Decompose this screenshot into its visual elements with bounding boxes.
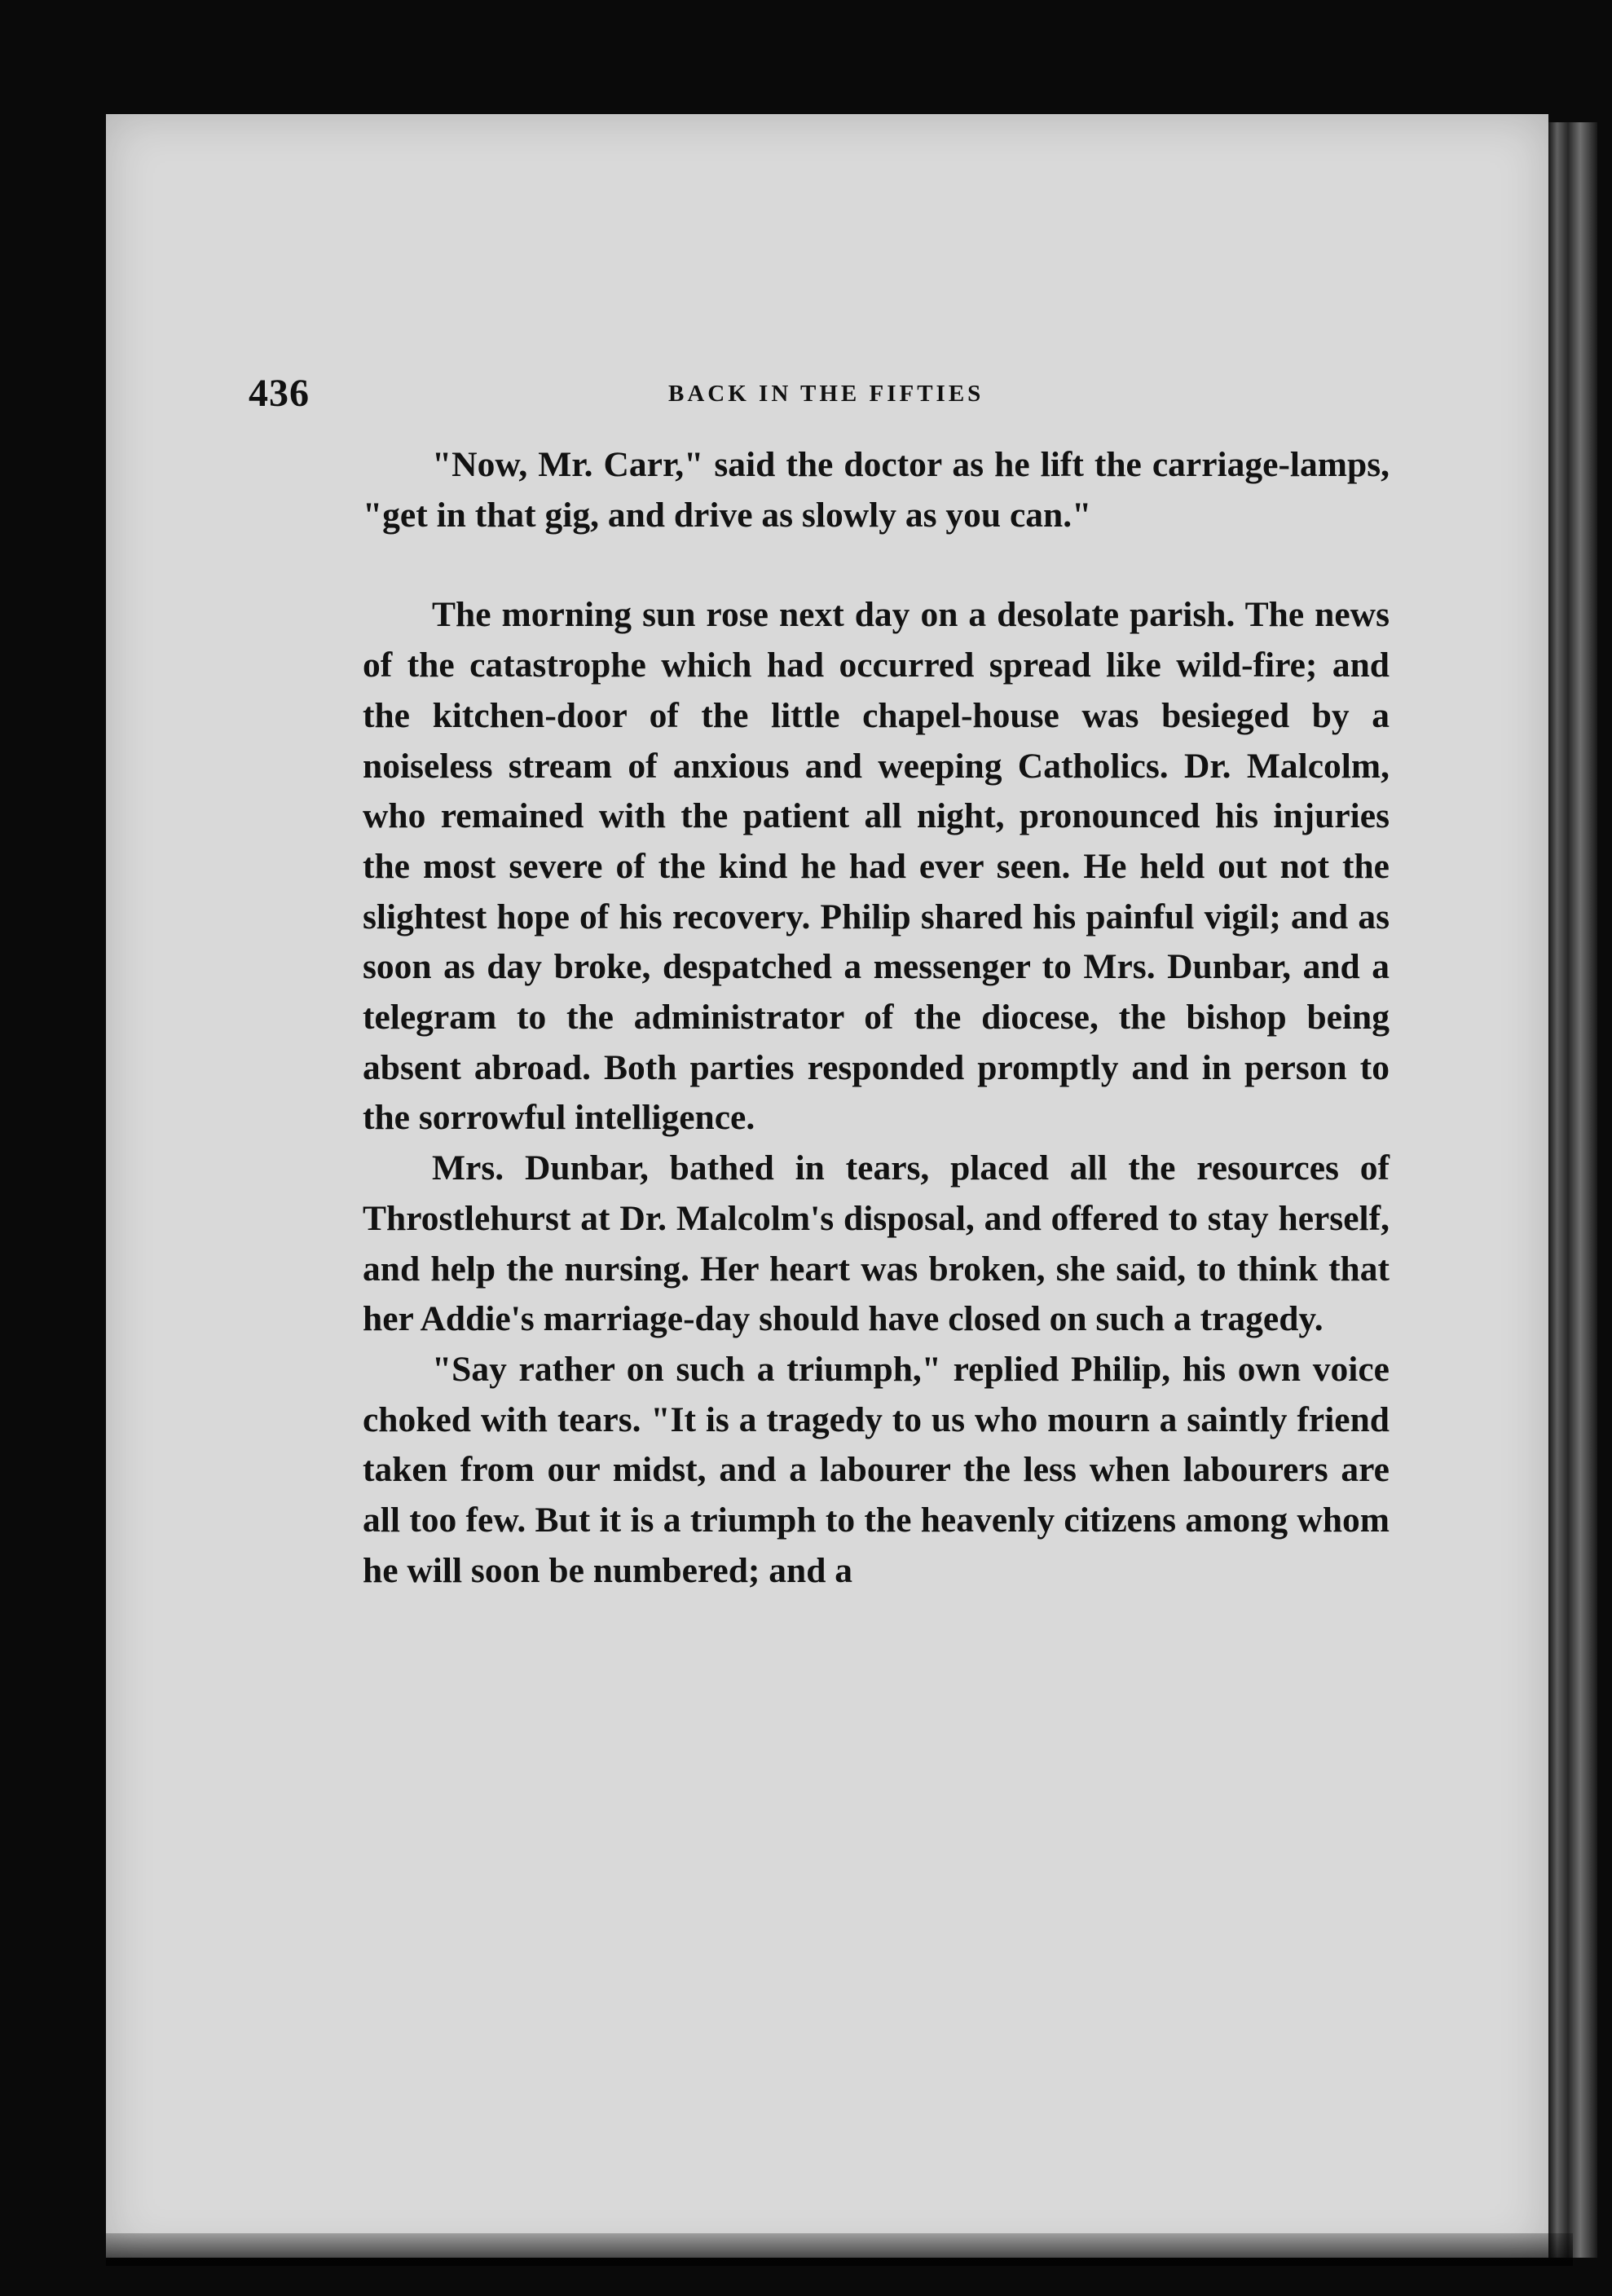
paragraph-1: "Now, Mr. Carr," said the doctor as he lift the carriage-lamps, "get in that gig, and drive as slowly as you can.": [363, 445, 1390, 535]
paragraph-3: Mrs. Dunbar, bathed in tears, placed all the resources of Throstlehurst at Dr. Malcolm's disposal, and offered to stay herself, and help the nursing. Her heart was broken, she said, to think that her Addie's marriage-day should have closed on such a tragedy.: [363, 1148, 1390, 1339]
running-title: BACK IN THE FIFTIES: [668, 381, 984, 407]
paragraph-2: The morning sun rose next day on a desolate parish. The news of the catastrophe which had occurred spread like wild-fire; and the kitchen-door of the little chapel-house was besieged by a noiseless stream of anxious and weeping Catholics. Dr. Malcolm, who remained with the patient all night, pronounced his injuries the most severe of the kind he had ever seen. He held out not the slightest hope of his recovery. Philip shared his painful vigil; and as soon as day broke, despatched a messenger to Mrs. Dunbar, and a telegram to the administrator of the diocese, the bishop being absent abroad. Both parties responded promptly and in person to the sorrowful intelligence.: [363, 595, 1390, 1138]
running-head: [249, 371, 1381, 428]
bottom-shadow: [106, 2233, 1573, 2266]
page-number: 436: [249, 372, 310, 415]
page-edge: [1548, 122, 1597, 2258]
body-text: [363, 440, 1390, 1596]
paragraph-4: "Say rather on such a triumph," replied Philip, his own voice choked with tears. "It is a tragedy to us who mourn a saintly friend taken from our midst, and a labourer the less when labourers are all too few. But it is a triumph to the heavenly citizens among whom he will soon be numbered; and a: [363, 1349, 1390, 1590]
